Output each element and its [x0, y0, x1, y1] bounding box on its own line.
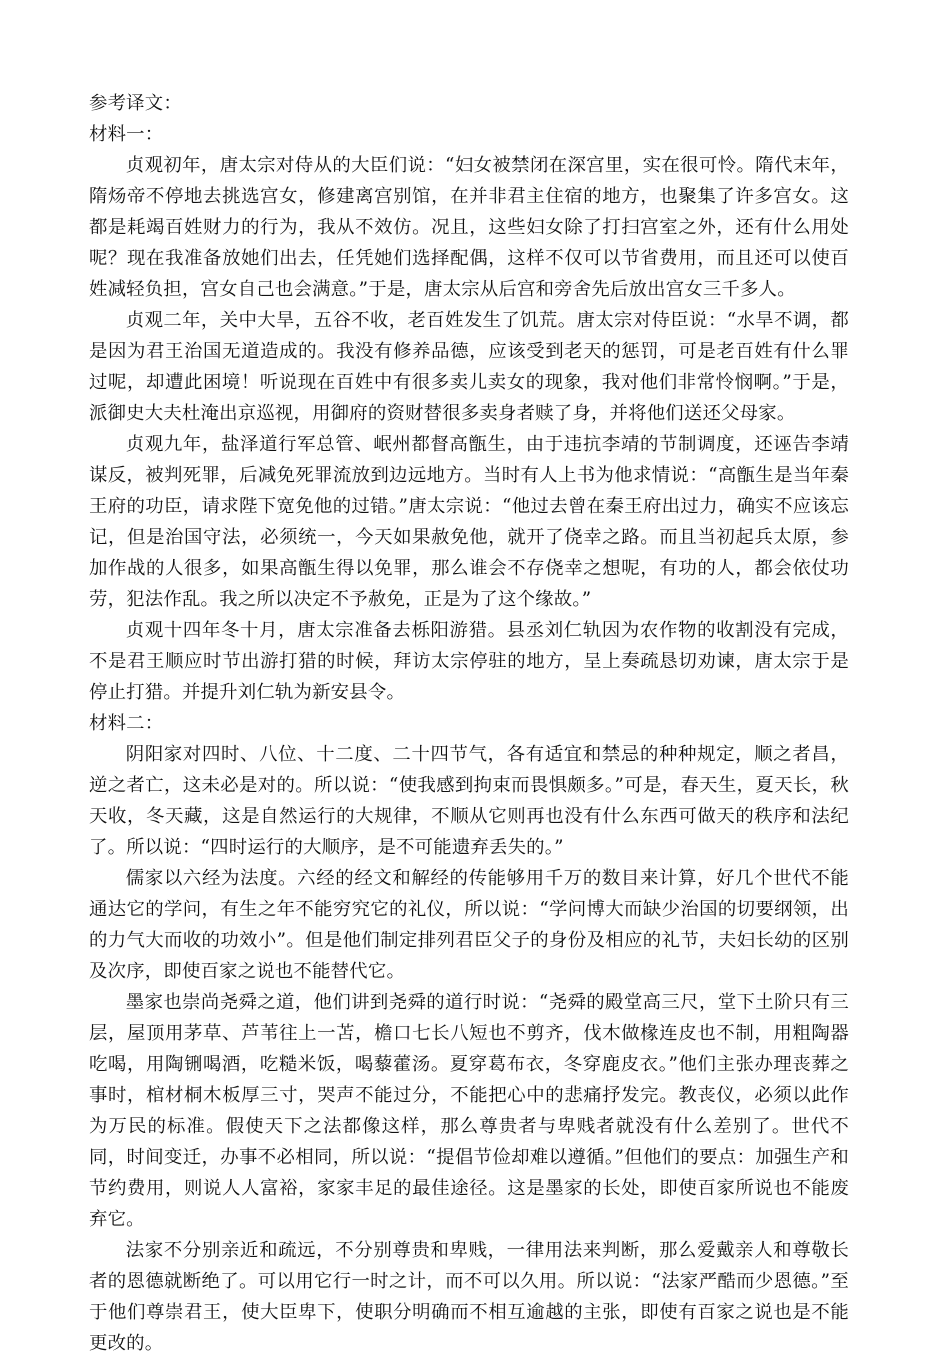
paragraph: 贞观二年，关中大旱，五谷不收，老百姓发生了饥荒。唐太宗对侍臣说：“水旱不调，都是因为君王治国无道造成的。我没有修养品德，应该受到老天的惩罚，可是老百姓有什么罪过呢，却遭此困境！听说现在百姓中有很多卖儿卖女的现象，我对他们非常怜悯啊。”于是，派御史大夫杜淹出京巡视，用御府的资财替很多卖身者赎了身，并将他们送还父母家。: [89, 310, 849, 424]
paragraph: 儒家以六经为法度。六经的经文和解经的传能够用千万的数目来计算，好几个世代不能通达它的学问，有生之年不能穷究它的礼仪，所以说：“学问博大而缺少治国的切要纲领，出的力气大而收的功效小”。但是他们制定排列君臣父子的身份及相应的礼节，夫妇长幼的区别及次序，即使百家之说也不能替代它。: [89, 868, 849, 982]
document-title: 参考译文：: [89, 93, 182, 114]
paragraph: 贞观十四年冬十月，唐太宗准备去栎阳游猎。县丞刘仁轨因为农作物的收割没有完成，不是君王顺应时节出游打猎的时候，拜访太宗停驻的地方，呈上奏疏恳切劝谏，唐太宗于是停止打猎。并提升刘仁轨为新安县令。: [89, 620, 849, 703]
paragraph: 墨家也崇尚尧舜之道，他们讲到尧舜的道行时说：“尧舜的殿堂高三尺，堂下土阶只有三层，屋顶用茅草、芦苇往上一苫，檐口七长八短也不剪齐，伐木做椽连皮也不制，用粗陶器吃喝，用陶铏喝酒，吃糙米饭，喝藜藿汤。夏穿葛布衣，冬穿鹿皮衣。”他们主张办理丧葬之事时，棺材桐木板厚三寸，哭声不能过分，不能把心中的悲痛抒发完。教丧仪，必须以此作为万民的标准。假使天下之法都像这样，那么尊贵者与卑贱者就没有什么差别了。世代不同，时间变迁，办事不必相同，所以说：“提倡节俭却难以遵循。”但他们的要点：加强生产和节约费用，则说人人富裕，家家丰足的最佳途径。这是墨家的长处，即使百家所说也不能废弃它。: [89, 992, 849, 1230]
section-heading-material-1: 材料一：: [89, 124, 164, 145]
paragraph: 贞观九年，盐泽道行军总管、岷州都督高甑生，由于违抗李靖的节制调度，还诬告李靖谋反，被判死罪，后减免死罪流放到边远地方。当时有人上书为他求情说：“高甑生是当年秦王府的功臣，请求陛下宽免他的过错。”唐太宗说：“他过去曾在秦王府出过力，确实不应该忘记，但是治国守法，必须统一，今天如果赦免他，就开了侥幸之路。而且当初起兵太原，参加作战的人很多，如果高甑生得以免罪，那么谁会不存侥幸之想呢，有功的人，都会依仗功劳，犯法作乱。我之所以决定不予赦免，正是为了这个缘故。”: [89, 434, 849, 610]
paragraph: 贞观初年，唐太宗对侍从的大臣们说：“妇女被禁闭在深宫里，实在很可怜。隋代末年，隋炀帝不停地去挑选宫女，修建离宫别馆，在并非君主住宿的地方，也聚集了许多宫女。这都是耗竭百姓财力的行为，我从不效仿。况且，这些妇女除了打扫宫室之外，还有什么用处呢？现在我准备放她们出去，任凭她们选择配偶，这样不仅可以节省费用，而且还可以使百姓减轻负担，宫女自己也会满意。”于是，唐太宗从后宫和旁舍先后放出宫女三千多人。: [89, 155, 849, 300]
section-heading-material-2: 材料二：: [89, 713, 164, 734]
document-page: [89, 88, 849, 1359]
paragraph: 阴阳家对四时、八位、十二度、二十四节气，各有适宜和禁忌的种种规定，顺之者昌，逆之者亡，这未必是对的。所以说：“使我感到拘束而畏惧颇多。”可是，春天生，夏天长，秋天收，冬天藏，这是自然运行的大规律，不顺从它则再也没有什么东西可做天的秩序和法纪了。所以说：“四时运行的大顺序，是不可能遗弃丢失的。”: [89, 744, 849, 858]
paragraph: 法家不分别亲近和疏远，不分别尊贵和卑贱，一律用法来判断，那么爱戴亲人和尊敬长者的恩德就断绝了。可以用它行一时之计，而不可以久用。所以说：“法家严酷而少恩德。”至于他们尊崇君王，使大臣卑下，使职分明确而不相互逾越的主张，即使有百家之说也是不能更改的。: [89, 1240, 849, 1354]
